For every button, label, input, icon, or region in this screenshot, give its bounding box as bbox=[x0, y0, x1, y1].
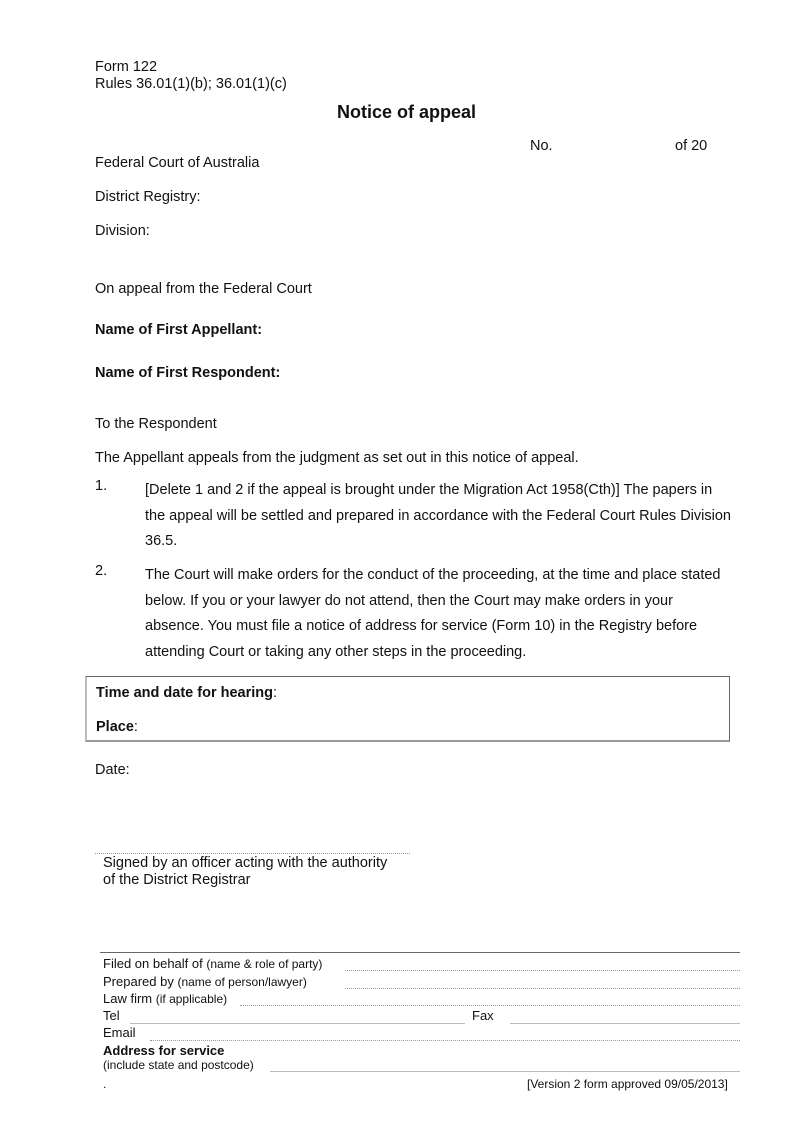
email-field[interactable] bbox=[150, 1040, 740, 1041]
law-firm-text: Law firm bbox=[103, 991, 153, 1006]
fax-field[interactable] bbox=[510, 1023, 740, 1024]
tel-field[interactable] bbox=[130, 1023, 465, 1024]
district-registry-label: District Registry: bbox=[95, 189, 201, 205]
appeal-from: On appeal from the Federal Court bbox=[95, 281, 312, 297]
law-firm-note: (if applicable) bbox=[155, 992, 228, 1006]
rules-reference: Rules 36.01(1)(b); 36.01(1)(c) bbox=[95, 76, 287, 92]
footer-divider bbox=[100, 952, 740, 953]
no-label: No. bbox=[530, 138, 553, 154]
court-name: Federal Court of Australia bbox=[95, 155, 260, 171]
division-label: Division: bbox=[95, 223, 150, 239]
prepared-by-label bbox=[103, 974, 307, 989]
hearing-place-field[interactable] bbox=[96, 719, 138, 735]
tel-label: Tel bbox=[103, 1008, 120, 1023]
address-note: (include state and postcode) bbox=[103, 1058, 254, 1072]
form-number: Form 122 bbox=[95, 59, 158, 75]
item-number: 1. bbox=[95, 478, 108, 494]
law-firm-field[interactable] bbox=[240, 1005, 740, 1006]
item-text: [Delete 1 and 2 if the appeal is brought under the Migration Act 1958(Cth)] The papers in the appeal will be settled and prepared in accordance with the Federal Court Rules Division 36.5. bbox=[145, 482, 731, 549]
hearing-box bbox=[85, 676, 730, 742]
fax-label: Fax bbox=[472, 1008, 494, 1023]
law-firm-label bbox=[103, 991, 227, 1006]
item-number: 2. bbox=[95, 563, 108, 579]
prepared-by-text: Prepared by bbox=[103, 974, 174, 989]
hearing-time-date-field[interactable] bbox=[96, 685, 277, 701]
first-respondent-label: Name of First Respondent: bbox=[95, 365, 281, 381]
appeal-intro: The Appellant appeals from the judgment as set out in this notice of appeal. bbox=[95, 450, 579, 466]
signature-caption-line1: Signed by an officer acting with the authority bbox=[103, 855, 388, 871]
first-appellant-label: Name of First Appellant: bbox=[95, 322, 263, 338]
signature-caption-line2: of the District Registrar bbox=[103, 872, 251, 888]
address-for-service-label: Address for service bbox=[103, 1043, 225, 1058]
colon: : bbox=[273, 685, 278, 701]
prepared-by-field[interactable] bbox=[345, 988, 740, 989]
date-label: Date: bbox=[95, 762, 130, 778]
hearing-place-label: Place bbox=[96, 719, 134, 735]
item-text: The Court will make orders for the conduct of the proceeding, at the time and place stated below. If you or your lawyer do not attend, then the Court may make orders in your absence. You must file a notice of address for service (Form 10) in the Registry before attending Court or taking any other steps in the proceeding. bbox=[145, 567, 721, 660]
signature-line[interactable] bbox=[95, 853, 410, 854]
hearing-time-date-label: Time and date for hearing bbox=[96, 685, 273, 701]
version-note: [Version 2 form approved 09/05/2013] bbox=[527, 1077, 728, 1091]
of-year-label: of 20 bbox=[675, 138, 708, 154]
filed-on-behalf-note: (name & role of party) bbox=[206, 957, 323, 971]
address-for-service-field[interactable] bbox=[270, 1071, 740, 1072]
prepared-by-note: (name of person/lawyer) bbox=[177, 975, 307, 989]
page-title: Notice of appeal bbox=[337, 102, 477, 122]
email-label: Email bbox=[103, 1025, 136, 1040]
filed-on-behalf-field[interactable] bbox=[345, 970, 740, 971]
filed-on-behalf-text: Filed on behalf of bbox=[103, 956, 203, 971]
colon: : bbox=[133, 719, 138, 735]
to-respondent: To the Respondent bbox=[95, 416, 217, 432]
filed-on-behalf-label bbox=[103, 956, 322, 971]
footer-dot: . bbox=[103, 1077, 107, 1091]
